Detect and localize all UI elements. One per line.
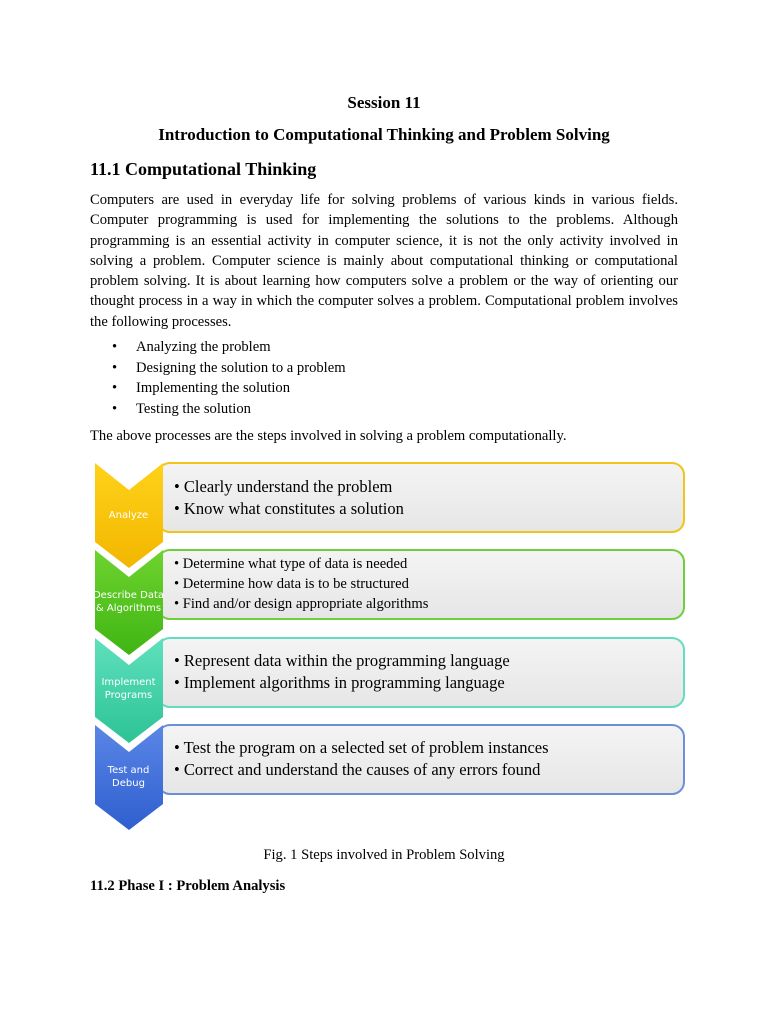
step-item: • Represent data within the programming language <box>174 651 510 670</box>
step-label-analyze: Analyze <box>108 510 149 521</box>
step-item: • Correct and understand the causes of any errors found <box>174 760 541 779</box>
figure-caption: Fig. 1 Steps involved in Problem Solving <box>263 847 505 863</box>
section-heading: 11.1 Computational Thinking <box>90 159 317 179</box>
step-text-test <box>174 737 549 781</box>
step-item: • Know what constitutes a solution <box>174 499 404 518</box>
bullet-item: • Implementing the solution <box>90 378 346 399</box>
step-item: • Implement algorithms in programming language <box>174 673 505 692</box>
process-bullet-list <box>90 337 346 419</box>
bullet-item: • Designing the solution to a problem <box>90 358 346 379</box>
problem-solving-diagram <box>92 460 688 832</box>
document-title: Introduction to Computational Thinking and Problem Solving <box>158 125 610 144</box>
session-label: Session 11 <box>347 93 421 112</box>
step-label-implement: Implement Programs <box>101 677 156 701</box>
step-item: • Determine what type of data is needed <box>174 556 408 572</box>
step-text-describe <box>174 554 428 615</box>
sub-section-heading: 11.2 Phase I : Problem Analysis <box>90 878 286 894</box>
step-item: • Clearly understand the problem <box>174 477 393 496</box>
step-text-implement <box>174 650 510 694</box>
bullet-item: • Analyzing the problem <box>90 337 346 358</box>
step-item: • Determine how data is to be structured <box>174 576 409 593</box>
bullet-item: • Testing the solution <box>90 399 346 420</box>
step-item: • Test the program on a selected set of problem instances <box>174 738 549 757</box>
step-label-describe: Describe Data & Algorithms <box>92 590 164 614</box>
after-bullets-text: The above processes are the steps involved in solving a problem computationally. <box>90 428 567 444</box>
step-item: • Find and/or design appropriate algorithms <box>174 596 429 613</box>
intro-paragraph: Computers are used in everyday life for solving problems of various kinds in various fields. Computer programming is used for implementing the solutions to the problems. Although programming is an essential activity in computer science, it is not the only activity involved in solving a problem. Computer science is mainly about computational thinking or computational problem solving. It is about learning how computers solve a problem or the way of orienting our thought process in a way in which the computer solves a problem. Computational problem involves the following processes. <box>90 192 678 330</box>
step-text-analyze <box>174 476 404 520</box>
step-label-test: Test and Debug <box>107 765 150 789</box>
